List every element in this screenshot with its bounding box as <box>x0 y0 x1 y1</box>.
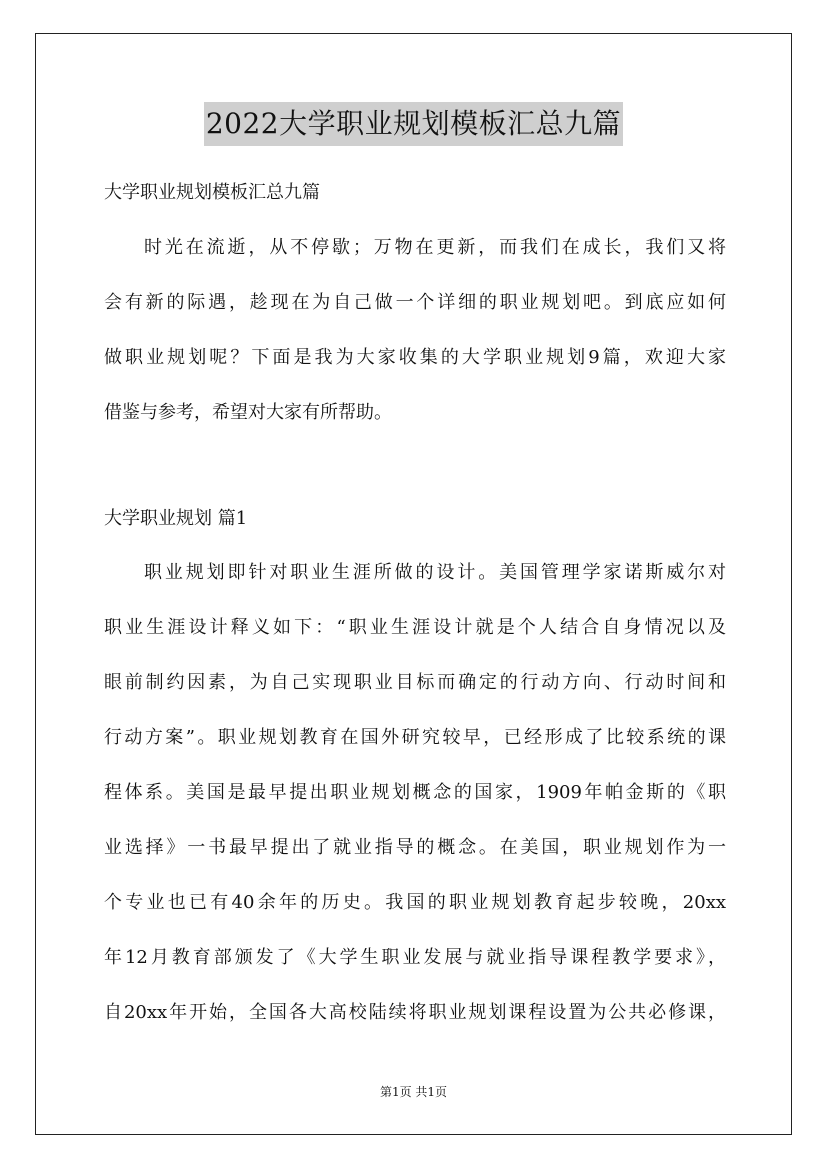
section-heading: 大学职业规划 篇1 <box>104 508 248 529</box>
intro-line: 会有新的际遇，趁现在为自己做一个详细的职业规划吧。到底应如何 <box>104 292 726 313</box>
section-1-paragraph <box>104 561 726 1056</box>
body-line: 职业规划即针对职业生涯所做的设计。美国管理学家诺斯威尔对 <box>144 562 726 583</box>
intro-line: 时光在流逝，从不停歇；万物在更新，而我们在成长，我们又将 <box>144 237 726 258</box>
page-footer: 第1页 共1页 <box>379 1085 448 1099</box>
document-subtitle: 大学职业规划模板汇总九篇 <box>104 182 320 203</box>
body-line: 年12月教育部颁发了《大学生职业发展与就业指导课程教学要求》， <box>104 947 726 968</box>
body-line: 行动方案”。职业规划教育在国外研究较早，已经形成了比较系统的课 <box>104 727 726 748</box>
body-line: 自20xx年开始，全国各大高校陆续将职业规划课程设置为公共必修课， <box>104 1002 726 1023</box>
title-container <box>0 102 827 146</box>
body-line: 眼前制约因素，为自己实现职业目标而确定的行动方向、行动时间和 <box>104 672 726 693</box>
intro-line: 做职业规划呢？下面是我为大家收集的大学职业规划9篇，欢迎大家 <box>104 347 726 368</box>
intro-paragraph <box>104 236 726 456</box>
body-line: 程体系。美国是最早提出职业规划概念的国家，1909年帕金斯的《职 <box>104 782 726 803</box>
body-line: 业选择》一书最早提出了就业指导的概念。在美国，职业规划作为一 <box>104 837 726 858</box>
document-title: 2022大学职业规划模板汇总九篇 <box>204 102 623 146</box>
body-line: 职业生涯设计释义如下：“职业生涯设计就是个人结合自身情况以及 <box>104 617 726 638</box>
intro-line: 借鉴与参考，希望对大家有所帮助。 <box>104 402 392 423</box>
body-line: 个专业也已有40余年的历史。我国的职业规划教育起步较晚，20xx <box>104 892 726 913</box>
